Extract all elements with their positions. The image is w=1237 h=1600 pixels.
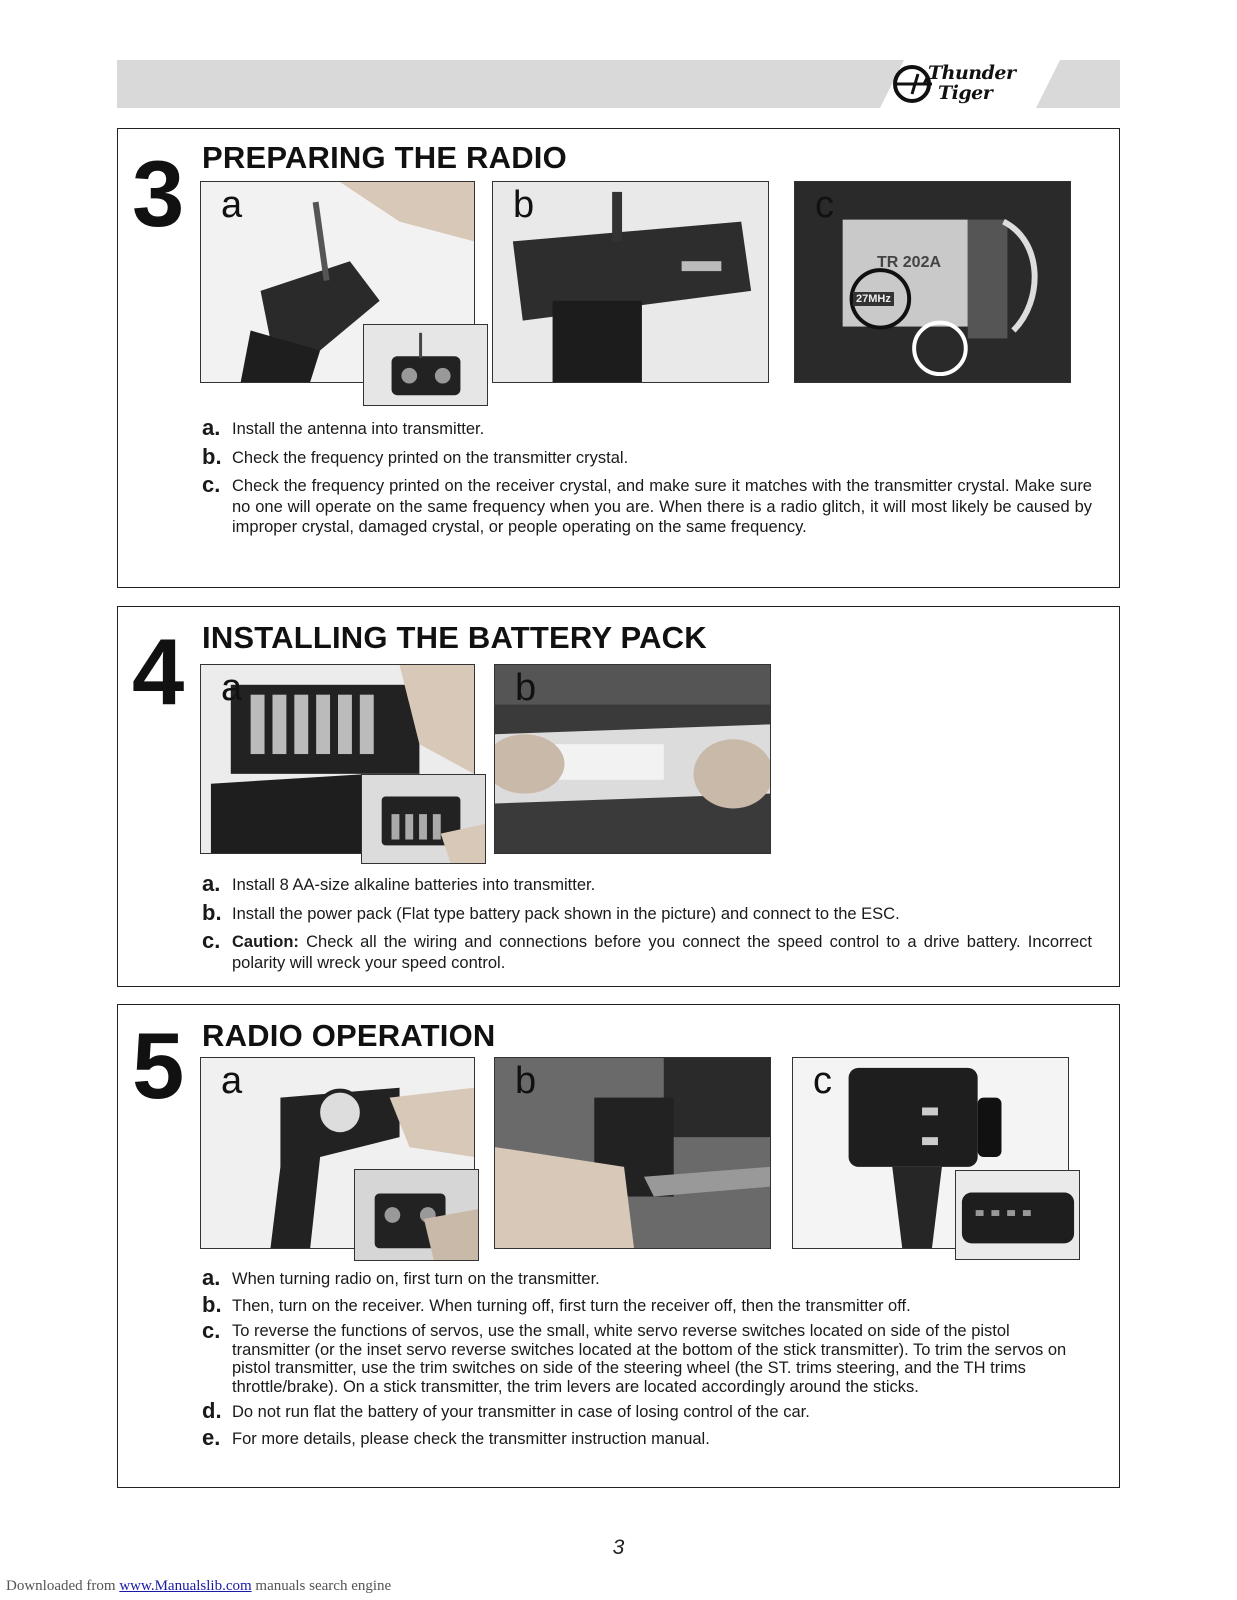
step-item: c. Caution: Check all the wiring and connections before you connect the speed control to a drive battery. Incorrect polarity will wreck your speed control.	[202, 928, 1092, 972]
photo-3b	[492, 181, 769, 383]
photo-3c	[794, 181, 1071, 383]
logo-line2: Tiger	[938, 82, 993, 104]
manualslib-link[interactable]: www.Manualslib.com	[119, 1578, 252, 1594]
inset-4a	[361, 774, 486, 864]
step-item: c. To reverse the functions of servos, use the small, white servo reverse switches located on side of the pistol transmitter (or the inset servo reverse switches located at the bottom of the stick transmitter). To trim the servos on pistol transmitter, use the trim switches on side of the steering wheel (the ST. trims steering, and the TH trims throttle/brake). On a stick transmitter, the trim levers are located accordingly around the sticks.	[202, 1318, 1067, 1396]
inset-5a	[354, 1169, 479, 1261]
photo-label: a	[221, 184, 243, 226]
step-item: a. Install the antenna into transmitter.	[202, 415, 485, 440]
section-title: INSTALLING THE BATTERY PACK	[202, 620, 707, 655]
step-item: a. When turning radio on, first turn on the transmitter.	[202, 1265, 600, 1290]
photo-4b	[494, 664, 771, 854]
photo-label: b	[515, 667, 537, 709]
inset-5c	[955, 1170, 1080, 1260]
photo-label: c	[815, 184, 834, 226]
photo-label: a	[221, 1060, 243, 1102]
crystal-frequency: 27MHz	[853, 292, 894, 306]
crystal-label: TR 202A	[877, 254, 942, 271]
steps-list	[202, 871, 1092, 981]
section-number: 5	[132, 1013, 183, 1118]
footer-prefix: Downloaded from	[6, 1578, 120, 1594]
footer-suffix: manuals search engine	[251, 1578, 392, 1594]
photo-5b	[494, 1057, 771, 1249]
step-item: a. Install 8 AA-size alkaline batteries into transmitter.	[202, 871, 596, 896]
section-radio-operation	[117, 1004, 1120, 1488]
steps-list	[202, 415, 1092, 546]
photo-label: b	[513, 184, 535, 226]
section-number: 3	[132, 141, 183, 246]
step-item: b. Check the frequency printed on the transmitter crystal.	[202, 443, 629, 469]
page-number: 3	[612, 1536, 625, 1559]
logo-line1: Thunder	[928, 62, 1016, 84]
section-preparing-radio	[117, 128, 1120, 588]
photo-label: a	[221, 667, 243, 709]
step-item: d. Do not run flat the battery of your transmitter in case of losing control of the car.	[202, 1398, 810, 1423]
step-item: c. Check the frequency printed on the receiver crystal, and make sure it matches with the transmitter crystal. Make sure no one will operate on the same frequency when you are. When there is a radio glitch, it will most likely be caused by improper crystal, damaged crystal, or people operating on the same frequency.	[202, 472, 1092, 536]
step-item: b. Then, turn on the receiver. When turning off, first turn the receiver off, then the transmitter off.	[202, 1291, 911, 1317]
photo-label: c	[813, 1060, 832, 1102]
section-title: PREPARING THE RADIO	[202, 140, 567, 175]
section-installing-battery	[117, 606, 1120, 987]
steps-list	[202, 1265, 1092, 1455]
caution-label: Caution:	[232, 933, 299, 951]
section-number: 4	[132, 619, 183, 724]
footer	[6, 1578, 391, 1595]
photo-label: b	[515, 1060, 537, 1102]
thunder-tiger-logo	[888, 62, 1048, 108]
step-item: b. Install the power pack (Flat type battery pack shown in the picture) and connect to the ESC.	[202, 899, 900, 925]
step-item: e. For more details, please check the transmitter instruction manual.	[202, 1424, 710, 1450]
inset-3a	[363, 324, 488, 406]
section-title: RADIO OPERATION	[202, 1018, 496, 1053]
